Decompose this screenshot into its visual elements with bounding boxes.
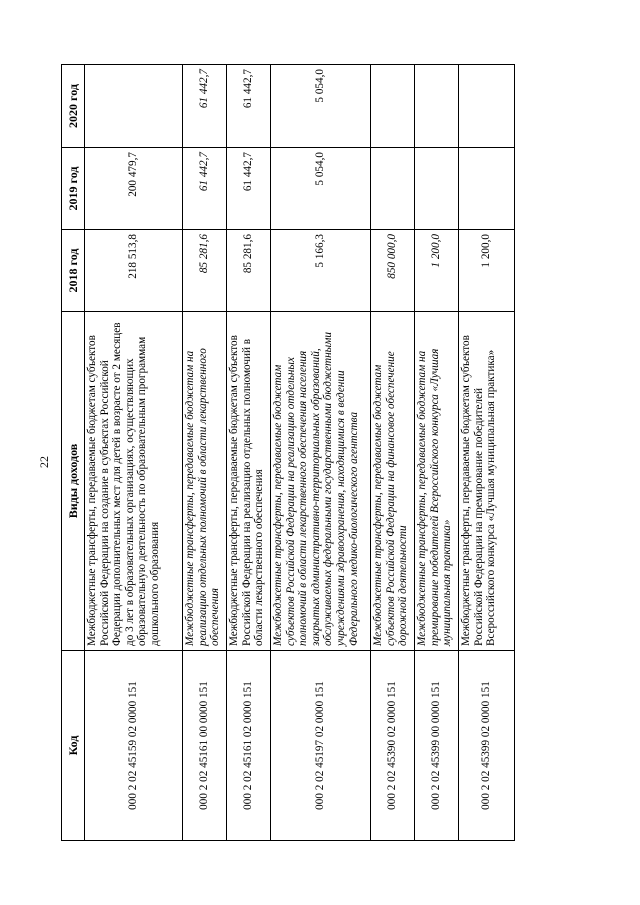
table-row: [371, 65, 415, 841]
row-value-2018: 1 200,0: [459, 230, 515, 312]
header-code: Код: [62, 651, 85, 841]
row-description: Межбюджетные трансферты, передаваемые бюджетам на премирование победителей Всероссийского конкурса «Лучшая муниципальная практика»: [415, 312, 459, 651]
rotated-table-wrapper: [61, 65, 497, 841]
table-row: [85, 65, 183, 841]
row-value-2019: 5 054,0: [271, 148, 371, 230]
table-row: [183, 65, 227, 841]
row-value-2019: 200 479,7: [85, 148, 183, 230]
row-description: Межбюджетные трансферты, передаваемые бюджетам субъектов Российской Федерации на создание в субъектах Российской Федерации дополнительных мест для детей в возрасте от 2 месяцев до 3 лет в образовательных организациях, осуществляющих образовательную деятельность по образовательным программам дошкольного образования: [85, 312, 183, 651]
table-header-row: [62, 65, 85, 841]
row-value-2018: 850 000,0: [371, 230, 415, 312]
row-value-2018: 1 200,0: [415, 230, 459, 312]
row-description: Межбюджетные трансферты, передаваемые бюджетам субъектов Российской Федерации на финансовое обеспечение дорожной деятельности: [371, 312, 415, 651]
row-value-2020: 61 442,7: [183, 65, 227, 148]
row-value-2018: 218 513,8: [85, 230, 183, 312]
row-code: 000 2 02 45159 02 0000 151: [85, 651, 183, 841]
row-code: 000 2 02 45390 02 0000 151: [371, 651, 415, 841]
row-value-2020: 61 442,7: [227, 65, 271, 148]
row-description: Межбюджетные трансферты, передаваемые бюджетам субъектов Российской Федерации на премирование победителей Всероссийского конкурса «Лучшая муниципальная практика»: [459, 312, 515, 651]
row-value-2018: 85 281,6: [183, 230, 227, 312]
row-code: 000 2 02 45161 02 0000 151: [227, 651, 271, 841]
row-value-2018: 5 166,3: [271, 230, 371, 312]
row-value-2020: [85, 65, 183, 148]
table-row: [271, 65, 371, 841]
row-value-2020: 5 054,0: [271, 65, 371, 148]
revenue-table: [61, 64, 515, 841]
row-value-2020: [459, 65, 515, 148]
table-row: [415, 65, 459, 841]
header-2019: 2019 год: [62, 148, 85, 230]
row-value-2019: [415, 148, 459, 230]
row-code: 000 2 02 45399 02 0000 151: [459, 651, 515, 841]
row-value-2019: 61 442,7: [183, 148, 227, 230]
row-value-2020: [415, 65, 459, 148]
table-row: [227, 65, 271, 841]
row-value-2019: [371, 148, 415, 230]
row-value-2020: [371, 65, 415, 148]
row-value-2019: 61 442,7: [227, 148, 271, 230]
row-code: 000 2 02 45161 00 0000 151: [183, 651, 227, 841]
row-code: 000 2 02 45399 00 0000 151: [415, 651, 459, 841]
table-row: [459, 65, 515, 841]
row-code: 000 2 02 45197 02 0000 151: [271, 651, 371, 841]
row-description: Межбюджетные трансферты, передаваемые бюджетам на реализацию отдельных полномочий в области лекарственного обеспечения: [183, 312, 227, 651]
row-description: Межбюджетные трансферты, передаваемые бюджетам субъектов Российской Федерации на реализацию отдельных полномочий в области лекарственного обеспечения населения закрытых административно-территориальных образований, обслуживаемых федеральными государственными бюджетными учреждениями здравоохранения, находящимися в ведении Федерального медико-биологического агентства: [271, 312, 371, 651]
row-value-2019: [459, 148, 515, 230]
header-revenue-type: Виды доходов: [62, 312, 85, 651]
header-2018: 2018 год: [62, 230, 85, 312]
row-value-2018: 85 281,6: [227, 230, 271, 312]
header-2020: 2020 год: [62, 65, 85, 148]
page-number: 22: [37, 456, 51, 468]
row-description: Межбюджетные трансферты, передаваемые бюджетам субъектов Российской Федерации на реализацию отдельных полномочий в области лекарственного обеспечения: [227, 312, 271, 651]
